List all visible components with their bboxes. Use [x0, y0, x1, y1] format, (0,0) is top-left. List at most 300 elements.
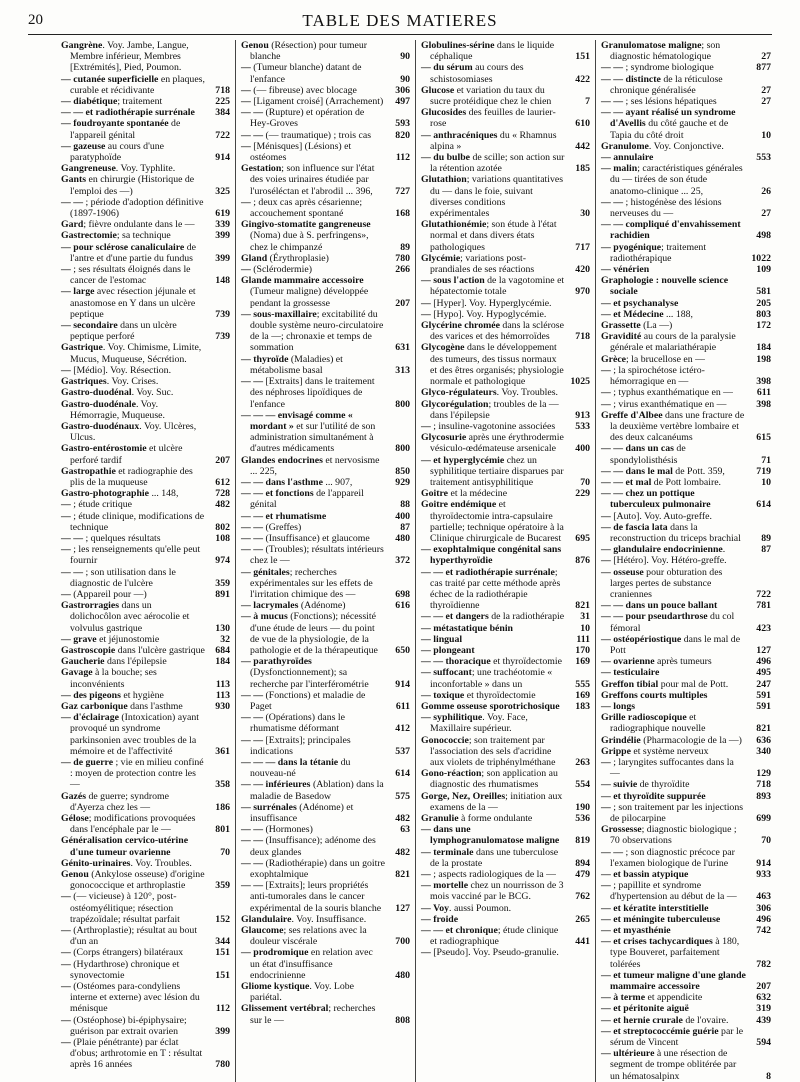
index-entry-text: Gaucherie dans l'épilepsie: [61, 656, 167, 668]
index-entry-page-ref: 439: [756, 1014, 771, 1026]
index-entry-text: Goitre et la médecine: [421, 488, 508, 500]
index-entry-page-ref: 70: [580, 476, 590, 488]
index-entry: [421, 903, 590, 914]
index-entry-page-ref: 914: [756, 857, 771, 869]
index-entry-page-ref: 183: [575, 700, 590, 712]
index-entry: [601, 679, 771, 690]
index-entry-text: Granulie à forme ondulante: [421, 813, 533, 825]
index-entry: [601, 667, 771, 678]
index-entry-page-ref: 27: [761, 208, 771, 220]
index-entry-text: — glandulaire endocrinienne.: [601, 544, 726, 556]
index-entry: [61, 219, 230, 230]
index-entry: [241, 779, 410, 801]
index-entry-text: Glycogène dans le développement des tumeurs, des tissus normaux et des êtres organisés; physiologie normale et pathologique: [421, 342, 564, 388]
index-entry: [601, 522, 771, 544]
index-entry-text: Grindélie (Pharmacologie de la —): [601, 734, 742, 746]
index-entry-text: — — (Opérations) dans le rhumatisme déformant: [241, 712, 345, 735]
index-entry: [241, 1003, 410, 1025]
index-entry: [601, 847, 771, 869]
index-entry-page-ref: 974: [215, 555, 230, 567]
index-entry-page-ref: 71: [761, 454, 771, 466]
index-entry-page-ref: 728: [215, 488, 230, 500]
index-entry-text: — ; insuline-vagotonine associées: [421, 420, 556, 432]
index-entry: [241, 735, 410, 757]
index-entry: [241, 611, 410, 656]
index-entry: [421, 667, 590, 689]
index-entry-page-ref: 172: [756, 320, 771, 332]
index-entry-text: — — ; syndrome biologique: [601, 62, 714, 74]
index-entry: [61, 74, 230, 96]
index-entry-text: Goitre endémique et thyroïdectomie intra-capsulaire partielle; technique opératoire à la Clinique chirurgicale de Bucarest: [421, 499, 564, 544]
index-entry-text: Gorge, Nez, Oreilles; initiation aux examens de la —: [421, 790, 563, 813]
index-entry-page-ref: 718: [215, 84, 230, 96]
index-entry: [61, 342, 230, 364]
index-entry-page-ref: 398: [756, 398, 771, 410]
index-entry-page-ref: 361: [215, 745, 230, 757]
index-entry-text: — — thoracique et thyroïdectomie: [421, 656, 562, 668]
index-entry: [241, 858, 410, 880]
index-entry-text: Glande mammaire accessoire (Tumeur maligne) développée pendant la grossesse: [241, 275, 369, 309]
index-entry-page-ref: 591: [756, 689, 771, 701]
index-entry-text: — — (Greffes): [241, 521, 302, 533]
index-entry-page-ref: 358: [215, 779, 230, 791]
index-entry: [601, 779, 771, 790]
page-number: 20: [28, 12, 43, 28]
index-entry-page-ref: 186: [215, 801, 230, 813]
index-entry: [241, 914, 410, 925]
index-entry: [241, 62, 410, 84]
index-entry-text: Gastrectomie; sa technique: [61, 230, 171, 242]
index-entry: [241, 275, 410, 309]
index-entry-page-ref: 30: [580, 208, 590, 220]
index-entry-page-ref: 615: [756, 432, 771, 444]
index-entry-text: — ; typhus exanthématique en —: [601, 387, 733, 399]
index-entry: [421, 488, 590, 499]
index-entry-text: Grassette (La —): [601, 320, 673, 332]
index-entry: [61, 365, 230, 376]
index-entry: [601, 410, 771, 444]
index-entry: [241, 85, 410, 96]
index-entry-text: — (Plaie pénétrante) par éclat d'obus; arthrotomie en T : résultat après 16 années: [61, 1037, 203, 1071]
index-entry-text: — (Tumeur blanche) datant de l'enfance: [241, 62, 362, 85]
index-entry-page-ref: 593: [395, 118, 410, 130]
index-entry-text: — — et mal de Pott lombaire.: [601, 476, 721, 488]
index-entry-text: Glandes endocrines et nervosisme ... 225,: [241, 454, 380, 477]
index-entry-page-ref: 612: [215, 476, 230, 488]
index-entry: [61, 421, 230, 443]
index-entry-text: Gastro-duodénale. Voy. Hémorragie, Muqueuse.: [61, 398, 165, 421]
index-entry-text: — foudroyante spontanée de l'appareil génital: [61, 118, 181, 141]
index-entry: [601, 880, 771, 902]
index-entry-text: Gastrorragies dans un dolichocôlon avec aérocolie et volvulus gastrique: [61, 600, 190, 634]
index-entry-page-ref: 632: [756, 992, 771, 1004]
index-entry-text: — [Auto]. Voy. Auto-greffe.: [601, 510, 712, 522]
index-entry-text: — surrénales (Adénome) et insuffisance: [241, 801, 354, 825]
index-entry-page-ref: 87: [400, 521, 410, 533]
index-entry-text: Genou (Résection) pour tumeur blanche: [241, 40, 367, 63]
index-entry-text: — mortelle chez un nourrisson de 3 mois vacciné par le BCG.: [421, 880, 564, 903]
index-entry: [241, 354, 410, 376]
index-entry: [421, 85, 590, 107]
index-entry: [601, 791, 771, 802]
index-entry-text: — — distincte de la réticulose chronique généralisée: [601, 73, 723, 96]
index-entry-text: Génito-urinaires. Voy. Troubles.: [61, 857, 192, 869]
index-entry-page-ref: 109: [756, 264, 771, 276]
index-entry-page-ref: 496: [756, 913, 771, 925]
index-entry: [61, 387, 230, 398]
index-entry-text: — [Hyper]. Voy. Hyperglycémie.: [421, 297, 552, 309]
index-entry-text: — et péritonite aiguë: [601, 1003, 689, 1015]
index-entry-text: Graphologie : nouvelle science sociale: [601, 275, 729, 298]
index-entry: [601, 555, 771, 566]
index-entry-page-ref: 207: [756, 981, 771, 993]
index-entry: [421, 275, 590, 297]
index-entry-text: Glutathion; variations quantitatives du — dans le foie, suivant diverses conditions expérimentales: [421, 174, 564, 220]
index-entry-page-ref: 265: [575, 913, 590, 925]
index-entry-page-ref: 719: [756, 465, 771, 477]
index-entry-text: Gravidité au cours de la paralysie générale et malariathérapie: [601, 331, 736, 354]
index-entry: [601, 701, 771, 712]
index-column-2: [236, 40, 416, 1082]
index-entry: [601, 802, 771, 824]
index-entry: [241, 981, 410, 1003]
index-entry: [601, 219, 771, 241]
index-entry-page-ref: 399: [215, 252, 230, 264]
index-entry: [421, 387, 590, 398]
index-entry-text: — ; la spirochétose ictéro-hémorragique en —: [601, 364, 705, 388]
index-entry: [421, 869, 590, 880]
index-entry-page-ref: 581: [756, 286, 771, 298]
index-entry-page-ref: 10: [761, 476, 771, 488]
index-entry: [601, 96, 771, 107]
index-entry: [61, 488, 230, 499]
index-entry: [61, 511, 230, 533]
index-entry-text: — exophtalmique congénital sans hyperthyroïdie: [421, 544, 562, 567]
index-entry-page-ref: 636: [756, 734, 771, 746]
index-entry-text: — — et dangers de la radiothérapie: [421, 611, 565, 623]
index-entry: [61, 264, 230, 286]
index-entry-text: — des pigeons et hygiène: [61, 689, 164, 701]
index-entry: [241, 264, 410, 275]
index-entry: [61, 712, 230, 757]
index-entry-page-ref: 422: [575, 73, 590, 85]
index-entry-text: Gonococcie; son traitement par l'association des sels d'acridine aux violets de triphénylméthane: [421, 734, 556, 768]
index-entry-text: — large avec résection jéjunale et anastomose en Y dans un ulcère peptique: [61, 286, 196, 320]
index-entry-text: Gard; fièvre ondulante dans le —: [61, 219, 195, 231]
index-entry: [61, 959, 230, 981]
index-entry: [601, 354, 771, 365]
index-entry-page-ref: 614: [395, 768, 410, 780]
index-entry-page-ref: 650: [395, 644, 410, 656]
index-entry: [421, 130, 590, 152]
index-entry-page-ref: 169: [575, 689, 590, 701]
index-entry-page-ref: 400: [395, 510, 410, 522]
index-entry-page-ref: 207: [215, 454, 230, 466]
index-entry-text: Globulines-sérine dans le liquide céphalique: [421, 40, 555, 63]
index-entry-page-ref: 88: [400, 499, 410, 511]
index-entry: [601, 1015, 771, 1026]
index-entry-page-ref: 130: [215, 622, 230, 634]
index-entry: [61, 891, 230, 925]
index-entry: [601, 634, 771, 656]
index-entry: [601, 443, 771, 465]
index-entry-page-ref: 739: [215, 308, 230, 320]
index-entry: [601, 869, 771, 880]
index-columns: [56, 40, 776, 1082]
index-entry-text: Glyco-régulateurs. Voy. Troubles.: [421, 387, 558, 399]
index-entry-page-ref: 631: [395, 342, 410, 354]
index-entry-page-ref: 7: [585, 96, 590, 108]
index-entry: [601, 275, 771, 297]
index-entry-page-ref: 536: [575, 813, 590, 825]
index-entry-page-ref: 263: [575, 757, 590, 768]
index-entry: [601, 387, 771, 398]
index-entry-page-ref: 247: [756, 678, 771, 690]
index-entry: [61, 791, 230, 813]
index-entry-text: — ; laryngites suffocantes dans la —: [601, 757, 734, 780]
index-entry-page-ref: 821: [395, 869, 410, 881]
index-entry-text: — ; son traitement par les injections de pilocarpine: [601, 801, 744, 825]
index-entry-page-ref: 498: [756, 230, 771, 242]
index-entry-text: — — [Extraits]; leurs propriétés anti-tumorales dans le cancer expérimental de la souris blanche: [241, 880, 382, 914]
index-entry: [61, 656, 230, 667]
index-entry: [421, 880, 590, 902]
index-entry-page-ref: 112: [395, 152, 410, 164]
index-entry: [421, 925, 590, 947]
index-entry-page-ref: 496: [756, 656, 771, 668]
index-entry-page-ref: 398: [756, 376, 771, 388]
index-entry-text: — — [Extraits]; principales indications: [241, 734, 351, 757]
index-entry-text: — vénérien: [601, 264, 650, 276]
index-entry-text: — et psychanalyse: [601, 297, 679, 309]
index-entry-page-ref: 229: [575, 488, 590, 500]
index-entry-page-ref: 89: [400, 241, 410, 253]
index-entry: [601, 197, 771, 219]
index-entry-page-ref: 780: [395, 252, 410, 264]
index-entry: [61, 320, 230, 342]
index-entry-text: — sous l'action de la vagotomine et hépatectomie totale: [421, 275, 565, 298]
index-entry-text: — [Hypo]. Voy. Hypoglycémie.: [421, 308, 547, 320]
index-entry-text: Gomme osseuse sporotrichosique: [421, 700, 560, 712]
index-entry-page-ref: 127: [395, 902, 410, 914]
index-entry: [601, 735, 771, 746]
index-entry-text: — et streptococcémie guérie par le sérum de Vincent: [601, 1025, 744, 1049]
index-entry-text: Granulome. Voy. Conjonctive.: [601, 140, 724, 152]
index-entry-page-ref: 619: [215, 208, 230, 220]
index-entry-page-ref: 762: [575, 891, 590, 903]
index-entry-text: — toxique et thyroïdectomie: [421, 689, 536, 701]
index-entry-page-ref: 930: [215, 700, 230, 712]
index-entry-page-ref: 10: [580, 622, 590, 634]
index-entry-page-ref: 340: [756, 745, 771, 757]
index-entry-text: — pour sclérose canaliculaire de l'antre et d'une partie du fundus: [61, 241, 196, 264]
index-entry: [601, 309, 771, 320]
index-entry-text: — — ; histogénèse des lésions nerveuses du —: [601, 196, 722, 220]
index-entry: [61, 947, 230, 958]
index-entry: [601, 466, 771, 477]
index-entry-page-ref: 876: [575, 555, 590, 567]
index-entry-text: — testiculaire: [601, 667, 660, 679]
index-entry-page-ref: 970: [575, 286, 590, 298]
index-entry-page-ref: 718: [575, 331, 590, 343]
index-entry-page-ref: 722: [756, 588, 771, 600]
index-entry-text: — sous-maxillaire; excitabilité du double système neuro-circulatoire de la —; chronaxie et temps de sommation: [241, 308, 384, 354]
index-entry-text: — grave et jéjunostomie: [61, 633, 160, 645]
index-entry-text: — cutanée superficielle en plaques, curable et récidivante: [61, 73, 205, 96]
index-entry-text: Glycosurie après une érythrodermie vésiculo-œdémateuse arsenicale: [421, 432, 564, 455]
index-entry: [601, 824, 771, 846]
index-entry: [421, 342, 590, 387]
index-entry: [241, 656, 410, 690]
index-entry: [421, 567, 590, 612]
index-entry-text: — thyroïde (Maladies) et métabolisme basal: [241, 353, 343, 376]
index-entry: [601, 914, 771, 925]
index-entry: [421, 62, 590, 84]
index-entry-page-ref: 894: [575, 857, 590, 869]
index-entry: [61, 925, 230, 947]
index-entry: [601, 152, 771, 163]
index-entry: [421, 634, 590, 645]
index-entry: [601, 242, 771, 264]
index-entry-page-ref: 400: [575, 443, 590, 455]
index-entry-text: — anthracéniques du « Rhamnus alpina »: [421, 129, 557, 152]
index-entry-page-ref: 152: [215, 913, 230, 925]
index-entry: [601, 1003, 771, 1014]
index-entry-text: — ; papillite et syndrome d'hypertension au début de la —: [601, 880, 737, 903]
index-entry: [601, 992, 771, 1003]
index-entry: [601, 757, 771, 779]
index-entry: [241, 880, 410, 914]
index-entry-text: — [Médio]. Voy. Résection.: [61, 364, 172, 376]
index-entry: [241, 376, 410, 410]
index-entry-text: — et thyroïdite suppurée: [601, 790, 706, 802]
index-entry: [61, 141, 230, 163]
index-entry: [241, 947, 410, 981]
index-entry: [241, 96, 410, 107]
index-entry-text: — ; étude clinique, modifications de technique: [61, 510, 205, 533]
index-entry: [421, 690, 590, 701]
index-entry: [61, 544, 230, 566]
index-entry: [421, 253, 590, 275]
index-entry-text: Glandulaire. Voy. Insuffisance.: [241, 913, 367, 925]
index-entry-page-ref: 808: [395, 1014, 410, 1026]
index-entry-page-ref: 27: [761, 51, 771, 63]
index-entry: [61, 533, 230, 544]
index-entry-text: Gaz carbonique dans l'asthme: [61, 700, 183, 712]
index-entry-text: — [Ménisques] (Lésions) et ostéomes: [241, 140, 352, 164]
index-entry-page-ref: 700: [395, 936, 410, 948]
index-entry-page-ref: 113: [215, 689, 230, 701]
index-entry: [421, 791, 590, 813]
index-entry-page-ref: 850: [395, 465, 410, 477]
index-entry-text: — osseuse pour obturation des larges pertes de substance craniennes: [601, 566, 723, 600]
index-entry: [421, 701, 590, 712]
index-entry: [61, 1015, 230, 1037]
index-entry-page-ref: 742: [756, 925, 771, 937]
index-entry-text: — et crises tachycardiques à 180, type Bouveret, parfaitement tolérées: [601, 936, 740, 970]
index-entry-page-ref: 782: [756, 958, 771, 970]
index-entry: [421, 735, 590, 769]
index-entry-page-ref: 70: [761, 835, 771, 847]
index-entry-text: — — chez un pottique tuberculeux pulmonaire: [601, 488, 711, 511]
index-entry-text: Granulomatose maligne; son diagnostic hématologique: [601, 40, 721, 63]
index-entry-page-ref: 112: [215, 1003, 230, 1015]
index-entry-text: — (Sclérodermie): [241, 264, 313, 276]
index-entry-text: — — et radiothérapie surrénale: [61, 107, 195, 119]
index-entry-text: Glucosides des feuilles de laurier-rose: [421, 107, 556, 130]
index-entry-text: Glycémie; variations post-prandiales de ses réactions: [421, 252, 535, 276]
index-entry: [61, 869, 230, 891]
index-entry: [421, 824, 590, 846]
index-entry-text: — — dans un cas de spondylolisthésis: [601, 443, 686, 466]
index-entry: [61, 286, 230, 320]
index-entry-page-ref: 537: [395, 745, 410, 757]
index-entry-page-ref: 8: [766, 1070, 771, 1082]
index-entry-text: — longs: [601, 700, 636, 712]
index-entry: [241, 925, 410, 947]
index-entry-text: — ; deux cas après césarienne; accouchement spontané: [241, 196, 363, 220]
index-entry-text: — lacrymales (Adénome): [241, 600, 346, 612]
index-entry-page-ref: 684: [215, 644, 230, 656]
index-entry-text: — (Hydarthrose) chronique et synovectomie: [61, 958, 180, 981]
index-entry-page-ref: 198: [756, 353, 771, 365]
index-entry-text: Gastroscopie dans l'ulcère gastrique: [61, 644, 205, 656]
index-entry-page-ref: 611: [756, 387, 771, 399]
index-entry-page-ref: 803: [756, 308, 771, 320]
index-entry-text: — — inférieures (Ablation) dans la maladie de Basedow: [241, 779, 384, 802]
index-entry-text: Gavage à la bouche; ses inconvénients: [61, 667, 157, 690]
index-entry: [61, 466, 230, 488]
index-entry: [601, 936, 771, 970]
index-entry-text: Greffe d'Albee dans une fracture de la deuxième vertèbre lombaire et des deux calcanéums: [601, 409, 745, 444]
index-entry-text: — lingual: [421, 633, 463, 645]
index-entry-page-ref: 359: [215, 577, 230, 589]
index-entry-text: — ostéopériostique dans le mal de Pott: [601, 633, 741, 656]
index-entry-page-ref: 699: [756, 813, 771, 825]
index-entry: [61, 230, 230, 241]
index-entry-page-ref: 802: [215, 521, 230, 533]
index-entry-page-ref: 31: [580, 611, 590, 623]
index-entry-page-ref: 555: [575, 678, 590, 690]
index-entry-text: Grippe et système nerveux: [601, 745, 709, 757]
index-entry-text: — ; ses résultats éloignés dans le cancer de l'estomac: [61, 264, 191, 287]
index-entry: [601, 567, 771, 601]
index-entry-text: — annulaire: [601, 152, 654, 164]
index-entry: [601, 970, 771, 992]
index-entry-text: — à mucus (Fonctions); nécessité d'une étude de leurs — du point de vue de la physiologie, de la pathologie et de la thérapeutique: [241, 611, 378, 656]
index-entry-text: — [Hétéro]. Voy. Hétéro-greffe.: [601, 555, 727, 567]
index-entry: [421, 40, 590, 62]
index-entry-text: Gingivo-stomatite gangreneuse (Noma) due à S. perfringens», chez le chimpanzé: [241, 219, 371, 253]
index-entry-text: Gastro-entérostomie et ulcère perforé tardif: [61, 443, 183, 466]
index-entry-page-ref: 10: [761, 129, 771, 141]
index-entry-page-ref: 207: [395, 297, 410, 309]
index-entry-text: — — (Troubles); résultats intérieurs chez le —: [241, 544, 384, 567]
index-entry-page-ref: 929: [395, 476, 410, 488]
index-entry: [601, 611, 771, 633]
index-entry: [601, 1026, 771, 1048]
index-entry-page-ref: 89: [761, 532, 771, 544]
index-entry-page-ref: 821: [756, 723, 771, 735]
index-entry-text: — — [Extraits] dans le traitement des néphroses lipoïdiques de l'enfance: [241, 376, 375, 410]
index-entry: [421, 152, 590, 174]
index-entry-text: — suivie de thyroïdite: [601, 779, 690, 791]
index-entry-page-ref: 266: [395, 264, 410, 276]
index-entry: [421, 320, 590, 342]
index-entry-text: Grèce; la brucellose en —: [601, 353, 705, 365]
page-header: [28, 8, 772, 35]
index-entry-text: — — — dans la tétanie du nouveau-né: [241, 757, 351, 780]
